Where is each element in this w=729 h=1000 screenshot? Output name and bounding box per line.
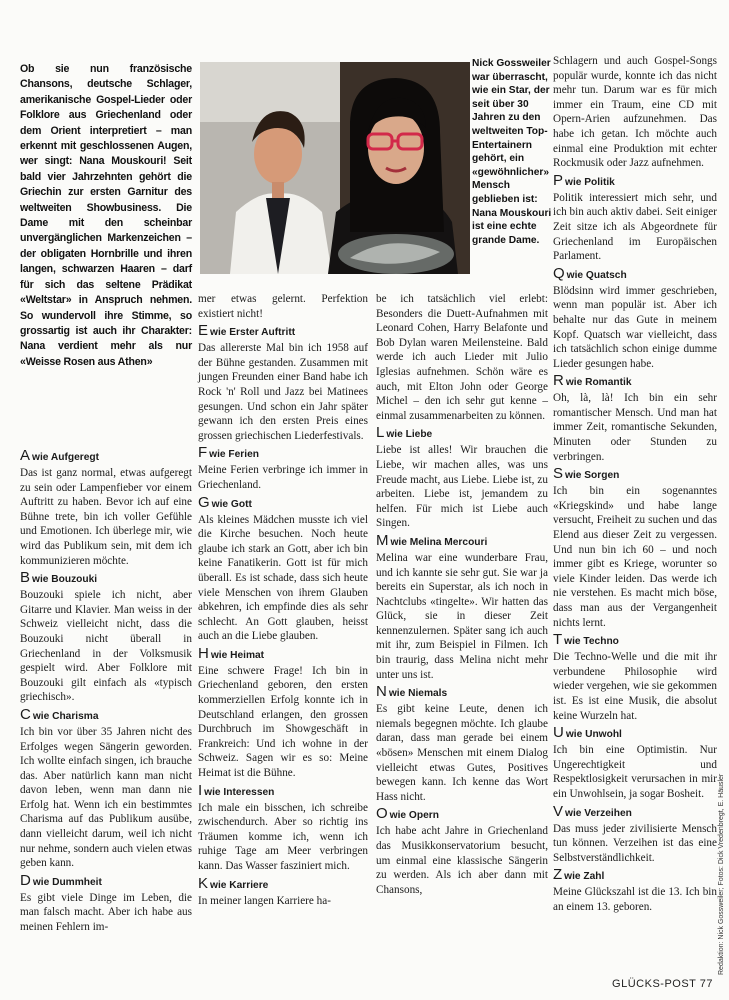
heading-label: wie Gott: [211, 498, 252, 510]
heading-label: wie Dummheit: [32, 876, 102, 888]
column-2: [198, 292, 368, 908]
entry-text-q: Blödsinn wird immer geschrieben, wenn man populär ist. Aber ich behalte nur das Gute in meinem Kopf. Quatsch war vielleicht, dass ich tatsächlich schon einige dumme Lieder gesungen habe.: [553, 284, 717, 370]
letter-s: S: [553, 465, 564, 483]
entry-heading-m: [376, 533, 548, 551]
entry-text-v: Das muss jeder zivilisierte Mensch tun können. Verzeihen ist das eine Selbstverständlichkeit.: [553, 822, 717, 864]
column-4: [553, 54, 717, 915]
entry-text-d: Es gibt viele Dinge im Leben, die man falsch macht. Aber ich habe aus meinen Fehlern im-: [20, 891, 192, 934]
heading-label: wie Zahl: [564, 871, 605, 883]
entry-heading-s: [553, 466, 717, 484]
letter-z: Z: [553, 866, 563, 884]
entry-text-s: Ich bin ein sogenanntes «Kriegskind» und habe lange versucht, Freiheit zu suchen und das Elend aus dieser Zeit zu vergessen. Und nun bin ich 60 – und noch immer gibt es Kriege, worunter so viele Kinder leiden. Das werde ich nie verstehen. Es macht mich böse, dass man aus der Vergangenheit nichts lernt.: [553, 485, 717, 629]
page-footer: GLÜCKS-POST 77: [612, 978, 713, 990]
letter-i: I: [198, 781, 203, 799]
letter-n: N: [376, 683, 387, 701]
continued-text: Schlagern und auch Gospel-Songs populär wurde, konnte ich das nicht mehr tun. Darum war es für mich immer ein Traum, eine CD mit Opern-Arien aufzunehmen. Das habe ich getan. Ich möchte auch einmal eine Produktion mit echter Rockmusik oder Jazz aufnehmen.: [553, 55, 717, 170]
heading-label: wie Charisma: [32, 710, 99, 722]
heading-label: wie Aufgeregt: [32, 452, 99, 463]
letter-g: G: [198, 493, 210, 511]
letter-q: Q: [553, 264, 565, 282]
entry-text-p: Politik interessiert mich sehr, und ich bin auch aktiv dabei. Seit einiger Zeit sitze ich als Abgeordnete für Griechenland im Europäischen Parlament.: [553, 191, 717, 263]
heading-label: wie Heimat: [210, 649, 265, 661]
entry-heading-d: [20, 873, 192, 891]
entry-heading-v: [553, 804, 717, 822]
letter-u: U: [553, 724, 564, 742]
lead-paragraph: Ob sie nun französische Chansons, deutsche Schlager, amerikanische Gospel-Lieder oder Folklore aus Griechenland oder dem Orient interpretiert – man erkennt mit geschlossenen Augen, wer singt: Nana Mouskouri! Seit bald vier Jahrzehnten gehört die Griechin zur ersten Garnitur des weltweiten Showbusiness. Die Dame mit den scheinbar unvergänglichen Markenzeichen – der obligaten Hornbrille und ihren langen, schwarzen Haaren – darf für sich das seltene Prädikat «Weltstar» in Anspruch nehmen. So wundervoll ihre Stimme, so grossartig ist auch ihr Charakter: Nana verdient mehr als nur «Weisse Rosen aus Athen»: [20, 63, 192, 368]
entry-text-c: Ich bin vor über 35 Jahren nicht des Erfolges wegen Sängerin geworden. Ich wollte einfach singen, ich brauche das. Aber natürlich kann man nicht davon leben, wenn man dann nie Erfolg hat. Wenn ich ein bestimmtes Charisma auf das Publikum ausübe, dann vielleicht darum, weil ich nicht nur nehme, sondern auch vielen etwas geben kann.: [20, 725, 192, 870]
heading-label: wie Bouzouki: [32, 574, 98, 586]
heading-label: wie Melina Mercouri: [390, 536, 488, 548]
entry-text-g: Als kleines Mädchen musste ich viel die Kirche besuchen. Noch heute glaube ich stark an Gott, aber ich bin keine Fanatikerin. Gott ist für mich überall. Es ist schade, dass sich heute viele Menschen von ihrem Glauben abkehren, ich empfinde dies als sehr schlecht. An Gott glauben, heisst auch an die Liebe glauben.: [198, 513, 368, 643]
entry-heading-i: [198, 783, 368, 801]
entry-text-n: Es gibt keine Leute, denen ich niemals begegnen möchte. Ich glaube daran, dass man gerade bei einem «bösen» Menschen mit einem Dialog vielleicht etwas Gutes, Positives bewegen kann. Ich kenne das Wort Hass nicht.: [376, 703, 548, 803]
entry-heading-g: [198, 495, 368, 513]
heading-label: wie Politik: [565, 176, 615, 188]
entry-text-b: Bouzouki spiele ich nicht, aber Gitarre und Klavier. Man weiss in der Schweiz vielleicht nicht, dass die Bouzouki nicht überall in Griechenland in der Volksmusik gespielt wird. Aber Folklore mit Bouzouki gilt einfach als «typisch griechisch».: [20, 589, 192, 704]
heading-label: wie Unwohl: [565, 729, 622, 741]
letter-l: L: [376, 424, 385, 442]
entry-text-k: In meiner langen Karriere ha-: [198, 894, 331, 907]
heading-label: wie Sorgen: [565, 470, 620, 482]
entry-text-t: Die Techno-Welle und die mit ihr verbundene Philosophie wird wieder vergehen, wie sie gekommen ist. Es ist eine Musik, die absolut keine Wurzeln hat.: [553, 651, 717, 722]
entry-text-e: Das allererste Mal bin ich 1958 auf der Bühne gestanden. Zusammen mit jungen Freunden einer Band habe ich Rock 'n' Roll und Jazz bei Matinees gesungen. Und schon ein Jahr später gewann ich den ersten Preis eines grossen griechischen Liederfestivals.: [198, 342, 368, 442]
entry-heading-p: [553, 173, 717, 191]
entry-heading-k: [198, 876, 368, 894]
entry-heading-a: [20, 448, 192, 466]
heading-label: wie Ferien: [209, 449, 259, 461]
letter-e: E: [198, 322, 209, 340]
entry-text-z: Meine Glückszahl ist die 13. Ich bin an einem 13. geboren.: [553, 886, 717, 913]
heading-label: wie Quatsch: [566, 269, 627, 281]
letter-a: A: [20, 447, 31, 464]
entry-heading-b: [20, 570, 192, 588]
entry-heading-h: [198, 646, 368, 664]
heading-label: wie Techno: [564, 636, 619, 648]
entry-heading-l: [376, 425, 548, 443]
entry-heading-c: [20, 707, 192, 725]
letter-p: P: [553, 171, 564, 189]
entry-heading-r: [553, 373, 717, 391]
entry-heading-f: [198, 445, 368, 463]
entry-heading-n: [376, 684, 548, 702]
entry-text-m: Melina war eine wunderbare Frau, und ich kannte sie sehr gut. Sie war ja bereits ein Superstar, als ich noch in Nachtclubs «tingelte». Wir hatten das Glück, sie in dieser Zeit kennenzulernen. Später sang ich auch mit ihr, zum Beispiel in Filmen. Ich bin traurig, dass Melina nicht mehr unter uns ist.: [376, 551, 548, 681]
continued-text: mer etwas gelernt. Perfektion existiert nicht!: [198, 293, 368, 320]
entry-text-l: Liebe ist alles! Wir brauchen die Liebe, wir machen alles, was uns Freude macht, aus Liebe. Liebe ist, zu arbeiten. Liebe ist, jemandem zu helfen. Für mich ist Liebe auch Singen.: [376, 444, 548, 530]
heading-label: wie Erster Auftritt: [210, 327, 296, 339]
entry-text-h: Eine schwere Frage! Ich bin in Griechenland geboren, den ersten kommerziellen Erfolg konnte ich in Deutschland erlangen, den grossen Durchbruch im Showgeschäft in Frankreich: Und ich wohne in der Schweiz. Sagen wir es so: Meine Heimat ist die Bühne.: [198, 664, 368, 780]
letter-h: H: [198, 644, 209, 662]
letter-o: O: [376, 805, 388, 823]
heading-label: wie Niemals: [388, 688, 448, 700]
continued-text: be ich tatsächlich viel erlebt: Besonders die Duett-Aufnahmen mit Leonard Cohen, Harry Belafonte und Bob Dylan waren Meilensteine. Bald werde ich auch Lieder mit Julio Iglesias aufnehmen. Schön wäre es auch, mit Elton John oder George Michel – den ich sehr gut kenne – einmal zusammenarbeiten zu können.: [376, 293, 548, 422]
entry-text-a: Das ist ganz normal, etwas aufgeregt zu sein oder Lampenfieber vor einem Auftritt zu haben. Bevor ich auf eine Bühne trete, bin ich voller Gefühle und Emotionen. Ich überlege mir, wie wird das Publikum sein, mit dem ich kommunizieren möchte.: [20, 467, 192, 567]
letter-r: R: [553, 372, 564, 390]
heading-label: wie Karriere: [210, 879, 269, 891]
entry-heading-q: [553, 266, 717, 284]
photo-illustration: [200, 62, 470, 274]
letter-t: T: [553, 631, 563, 649]
photo-credit: [718, 735, 728, 975]
heading-label: wie Opern: [389, 810, 439, 822]
entry-heading-u: [553, 725, 717, 743]
letter-c: C: [20, 705, 31, 723]
entry-text-i: Ich male ein bisschen, ich schreibe zwischendurch. Aber so richtig ins Träumen komme ich, wenn ich ruhige Tage am Meer verbringen kann. Das Wasser fasziniert mich.: [198, 801, 368, 872]
entry-text-r: Oh, là, là! Ich bin ein sehr romantischer Mensch. Und man hat immer Zeit, romantische Sekunden, Minuten oder Stunden zu verbringen.: [553, 392, 717, 463]
heading-label: wie Verzeihen: [565, 807, 632, 819]
heading-label: wie Romantik: [565, 377, 632, 389]
heading-label: wie Interessen: [204, 786, 275, 798]
photo-credit-text: Redaktion: Nick Gossweiler; Fotos: Dick Vredenbregt, E. Häusler: [718, 773, 725, 975]
entry-heading-t: [553, 632, 717, 650]
column-3: [376, 292, 548, 897]
heading-label: wie Liebe: [386, 429, 433, 441]
letter-b: B: [20, 569, 31, 587]
entry-heading-o: [376, 806, 548, 824]
letter-f: F: [198, 444, 208, 462]
entry-text-u: Ich bin eine Optimistin. Nur Ungerechtigkeit und Respektlosigkeit verursachen in mir ein Unwohlsein, ja sogar Bosheit.: [553, 744, 717, 800]
letter-m: M: [376, 531, 389, 549]
photo-caption: Nick Gossweiler war überrascht, wie ein Star, der seit über 30 Jahren zu den weltweiten Top-Entertainern gehört, ein «gewöhnlicher» Mensch geblieben ist: Nana Mouskouri ist eine echte grande Dame.: [472, 58, 552, 246]
letter-v: V: [553, 802, 564, 820]
photo-nick-gossweiler-nana-mouskouri: [200, 62, 470, 274]
entry-heading-z: [553, 867, 717, 885]
entry-heading-e: [198, 323, 368, 341]
column-1: [20, 446, 192, 935]
entry-text-f: Meine Ferien verbringe ich immer in Griechenland.: [198, 464, 368, 491]
letter-k: K: [198, 874, 209, 892]
entry-text-o: Ich habe acht Jahre in Griechenland das Musikkonservatorium besucht, um einmal eine klassische Sängerin zu werden. Als ich aber dann mit Chansons,: [376, 825, 548, 896]
letter-d: D: [20, 871, 31, 889]
